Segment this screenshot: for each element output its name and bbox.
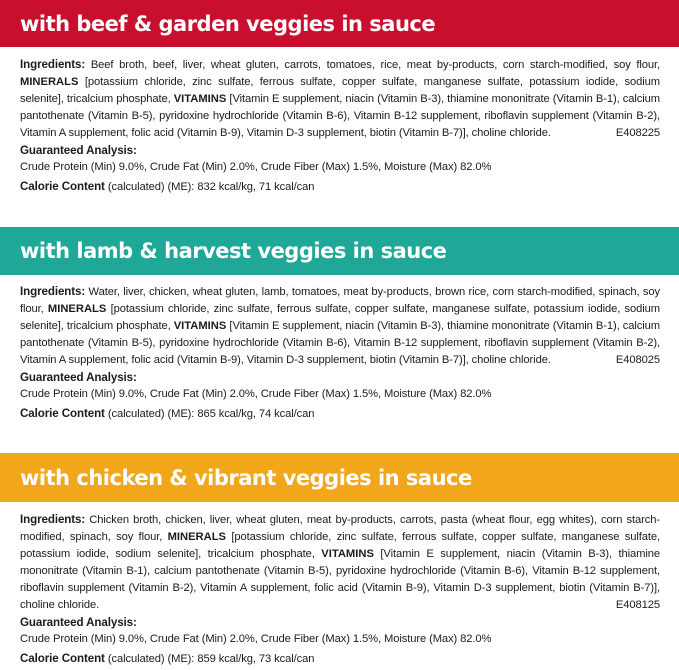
- ingredients-label: Ingredients:: [20, 58, 86, 71]
- product-code: E408025: [615, 354, 660, 366]
- calorie-content: Calorie Content (calculated) (ME): 865 kcal/kg, 74 kcal/can: [20, 407, 315, 420]
- section-body: [0, 47, 679, 196]
- section-title: with chicken & vibrant veggies in sauce: [20, 465, 472, 490]
- calorie-content: Calorie Content (calculated) (ME): 832 kcal/kg, 71 kcal/can: [20, 180, 315, 193]
- minerals-label: MINERALS: [47, 303, 107, 315]
- section-title: with beef & garden veggies in sauce: [20, 11, 436, 36]
- minerals-label: MINERALS: [20, 76, 79, 88]
- vitamins-label: VITAMINS: [321, 548, 374, 560]
- section-beef: [0, 0, 679, 196]
- guaranteed-analysis-label: Guaranteed Analysis:: [20, 616, 137, 629]
- ingredients-text: Ingredients: Beef broth, beef, liver, wheat gluten, carrots, tomatoes, rice, meat by-products, corn starch-modified, soy flour, MINERALS [potassium chloride, zinc sulfate, ferrous sulfate, copper sulfate, manganese sulfate, potassium iodide, sodium selenite], tricalcium phosphate, VITAMINS [Vitamin E supplement, niacin (Vitamin B-3), thiamine mononitrate (Vitamin B-1), calcium pantothenate (Vitamin B-5), pyridoxine hydrochloride (Vitamin B-6), Vitamin B-12 supplement, riboflavin supplement (Vitamin B-2), Vitamin A supplement, folic acid (Vitamin B-9), Vitamin D-3 supplement, biotin (Vitamin B-7)], choline chloride. E408225: [20, 56, 660, 142]
- ingredients-text: Ingredients: Chicken broth, chicken, liver, wheat gluten, meat by-products, carrots, pasta (wheat flour, egg whites), corn starch-modified, spinach, soy flour, MINERALS [potassium chloride, zinc sulfate, ferrous sulfate, copper sulfate, manganese sulfate, potassium iodide, sodium selenite], tricalcium phosphate, VITAMINS [Vitamin E supplement, niacin (Vitamin B-3), thiamine mononitrate (Vitamin B-1), calcium pantothenate (Vitamin B-5), pyridoxine hydrochloride (Vitamin B-6), Vitamin B-12 supplement, riboflavin supplement (Vitamin B-2), Vitamin A supplement, folic acid (Vitamin B-9), Vitamin D-3 supplement, biotin (Vitamin B-7)], choline chloride. E408125: [20, 511, 660, 614]
- product-code: E408225: [615, 127, 660, 139]
- section-title: with lamb & harvest veggies in sauce: [20, 239, 447, 263]
- calorie-content-label: Calorie Content: [20, 180, 105, 193]
- banner-chicken: [0, 453, 679, 502]
- section-body: [0, 502, 679, 668]
- calorie-content-label: Calorie Content: [20, 407, 105, 420]
- guaranteed-analysis-label: Guaranteed Analysis:: [20, 144, 137, 157]
- vitamins-label: VITAMINS: [173, 93, 227, 105]
- vitamins-label: VITAMINS: [173, 320, 227, 332]
- guaranteed-analysis-values: Crude Protein (Min) 9.0%, Crude Fat (Min) 2.0%, Crude Fiber (Max) 1.5%, Moisture (Max) 82.0%: [20, 388, 492, 400]
- ingredients-label: Ingredients:: [20, 513, 86, 526]
- ingredients-text: Ingredients: Water, liver, chicken, wheat gluten, lamb, tomatoes, meat by-products, brown rice, corn starch-modified, spinach, soy flour, MINERALS [potassium chloride, zinc sulfate, ferrous sulfate, copper sulfate, manganese sulfate, potassium iodide, sodium selenite], tricalcium phosphate, VITAMINS [Vitamin E supplement, niacin (Vitamin B-3), thiamine mononitrate (Vitamin B-1), calcium pantothenate (Vitamin B-5), pyridoxine hydrochloride (Vitamin B-6), Vitamin B-12 supplement, riboflavin supplement (Vitamin B-2), Vitamin A supplement, folic acid (Vitamin B-9), Vitamin D-3 supplement, biotin (Vitamin B-7)], choline chloride. E408025: [20, 283, 660, 369]
- calorie-content-label: Calorie Content: [20, 652, 105, 665]
- ingredients-label: Ingredients:: [20, 285, 86, 298]
- guaranteed-analysis-values: Crude Protein (Min) 9.0%, Crude Fat (Min) 2.0%, Crude Fiber (Max) 1.5%, Moisture (Max) 82.0%: [20, 161, 492, 173]
- banner-beef: [0, 0, 679, 47]
- section-chicken: [0, 453, 679, 668]
- guaranteed-analysis-values: Crude Protein (Min) 9.0%, Crude Fat (Min) 2.0%, Crude Fiber (Max) 1.5%, Moisture (Max) 82.0%: [20, 633, 492, 645]
- guaranteed-analysis-label: Guaranteed Analysis:: [20, 371, 137, 384]
- banner-lamb: [0, 227, 679, 275]
- product-code: E408125: [615, 599, 660, 611]
- calorie-content: Calorie Content (calculated) (ME): 859 kcal/kg, 73 kcal/can: [20, 652, 315, 665]
- minerals-label: MINERALS: [167, 531, 227, 543]
- section-body: [0, 275, 679, 423]
- section-lamb: [0, 227, 679, 423]
